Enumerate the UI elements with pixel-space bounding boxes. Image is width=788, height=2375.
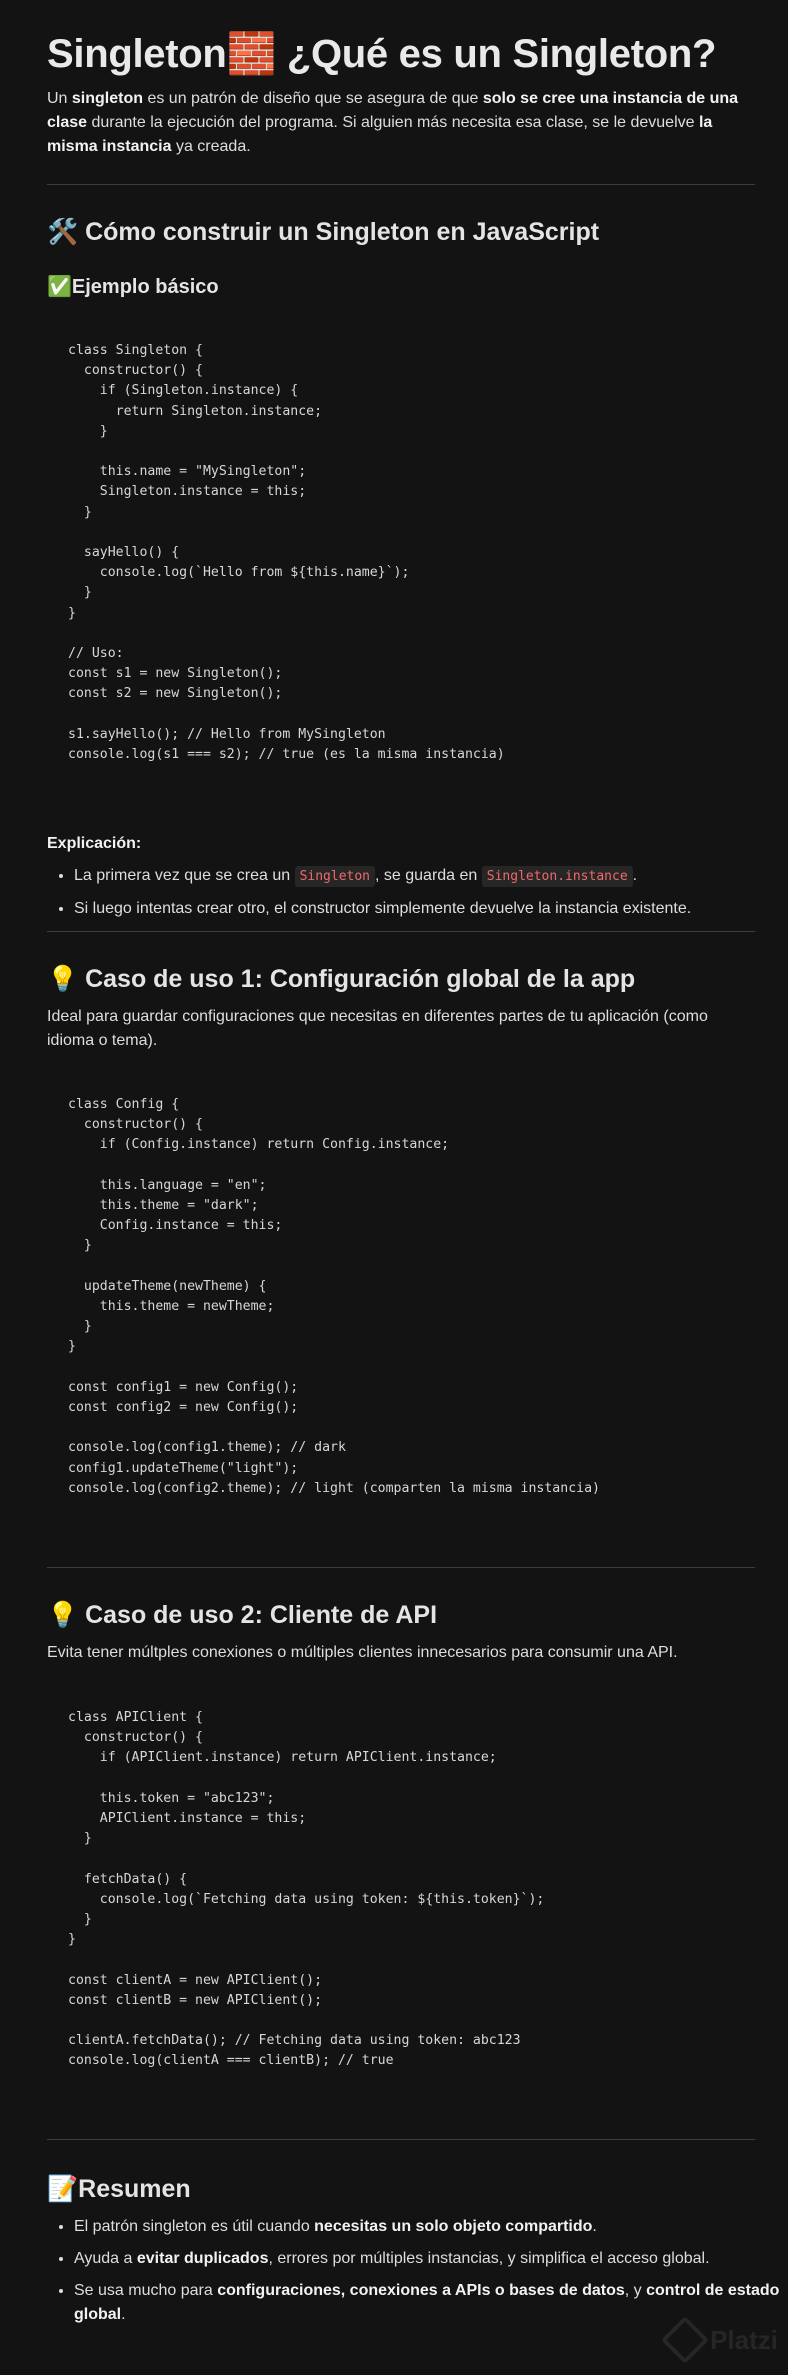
summary-list bbox=[47, 2215, 782, 2335]
title-text: Singleton bbox=[47, 32, 227, 76]
code-block-basic: class Singleton { constructor() { if (Singleton.instance) { return Singleton.instance; } this.name = "MySingleton"; Singleton.instance = this; } sayHello() { console.log(`Hello from ${this.name}`); } } // Uso: const s1 = new Singleton(); const s2 = new Singleton(); s1.sayHello(); // Hello from MySingleton console.log(s1 === s2); // true (es la misma instancia) bbox=[68, 343, 505, 763]
list-item: • Si luego intentas crear otro, el constructor simplemente devuelve la instancia existente. bbox=[74, 897, 782, 921]
code-block-api: class APIClient { constructor() { if (APIClient.instance) return APIClient.instance; this.token = "abc123"; APIClient.instance = this; } fetchData() { console.log(`Fetching data using token: ${this.token}`); } } const clientA = new APIClient(); const clientB = new APIClient(); clientA.fetchData(); // Fetching data using token: abc123 console.log(clientA === clientB); // true bbox=[68, 1710, 545, 2069]
lightbulb-icon: 💡 bbox=[47, 1600, 79, 1629]
memo-icon: 📝 bbox=[47, 2174, 79, 2203]
case2-description: Evita tener múltples conexiones o múltiples clientes innecesarios para consumir una API. bbox=[47, 1644, 678, 1661]
divider bbox=[47, 931, 755, 932]
inline-code: Singleton.instance bbox=[482, 866, 633, 887]
explanation-label: Explicación: bbox=[47, 835, 142, 852]
section-heading-build: 🛠️ Cómo construir un Singleton en JavaScript bbox=[47, 217, 600, 246]
list-item: • La primera vez que se crea un Singleton , se guarda en Singleton.instance . bbox=[74, 864, 782, 889]
explanation-list bbox=[47, 864, 782, 929]
intro-paragraph: Un singleton es un patrón de diseño que se asegura de que solo se cree una instancia de una clase durante la ejecución del programa. Si alguien más necesita esa clase, se le devuelve la misma instancia ya creada. bbox=[47, 90, 739, 155]
subheading-example: ✅Ejemplo básico bbox=[47, 274, 219, 298]
code-block-config: class Config { constructor() { if (Config.instance) return Config.instance; this.language = "en"; this.theme = "dark"; Config.instance = this; } updateTheme(newTheme) { this.theme = newTheme; } } const config1 = new Config(); const config2 = new Config(); console.log(config1.theme); // dark config1.updateTheme("light"); console.log(config2.theme); // light (comparten la misma instancia) bbox=[68, 1097, 600, 1496]
check-icon: ✅ bbox=[47, 274, 72, 298]
section-heading-summary: 📝Resumen bbox=[47, 2174, 191, 2203]
brick-icon: 🧱 bbox=[226, 31, 277, 77]
platzi-logo-icon bbox=[661, 2316, 709, 2364]
list-item: • El patrón singleton es útil cuando necesitas un solo objeto compartido. bbox=[74, 2215, 782, 2239]
case1-description: Ideal para guardar configuraciones que necesitas en diferentes partes de tu aplicación (como idioma o tema). bbox=[47, 1008, 708, 1049]
lightbulb-icon: 💡 bbox=[47, 964, 79, 993]
divider bbox=[47, 2139, 755, 2140]
title-question: ¿Qué es un Singleton? bbox=[276, 32, 717, 76]
section-heading-case1: 💡 Caso de uso 1: Configuración global de la app bbox=[47, 964, 636, 993]
page-title bbox=[47, 30, 716, 77]
inline-code: Singleton bbox=[295, 866, 375, 887]
list-item: • Se usa mucho para configuraciones, conexiones a APIs o bases de datos, y control de estado global. bbox=[74, 2279, 782, 2327]
list-item: • Ayuda a evitar duplicados, errores por múltiples instancias, y simplifica el acceso global. bbox=[74, 2247, 782, 2271]
divider bbox=[47, 1567, 755, 1568]
divider bbox=[47, 184, 755, 185]
platzi-watermark: Platzi bbox=[668, 2323, 778, 2357]
section-heading-case2: 💡 Caso de uso 2: Cliente de API bbox=[47, 1600, 438, 1629]
tools-icon: 🛠️ bbox=[47, 217, 79, 246]
